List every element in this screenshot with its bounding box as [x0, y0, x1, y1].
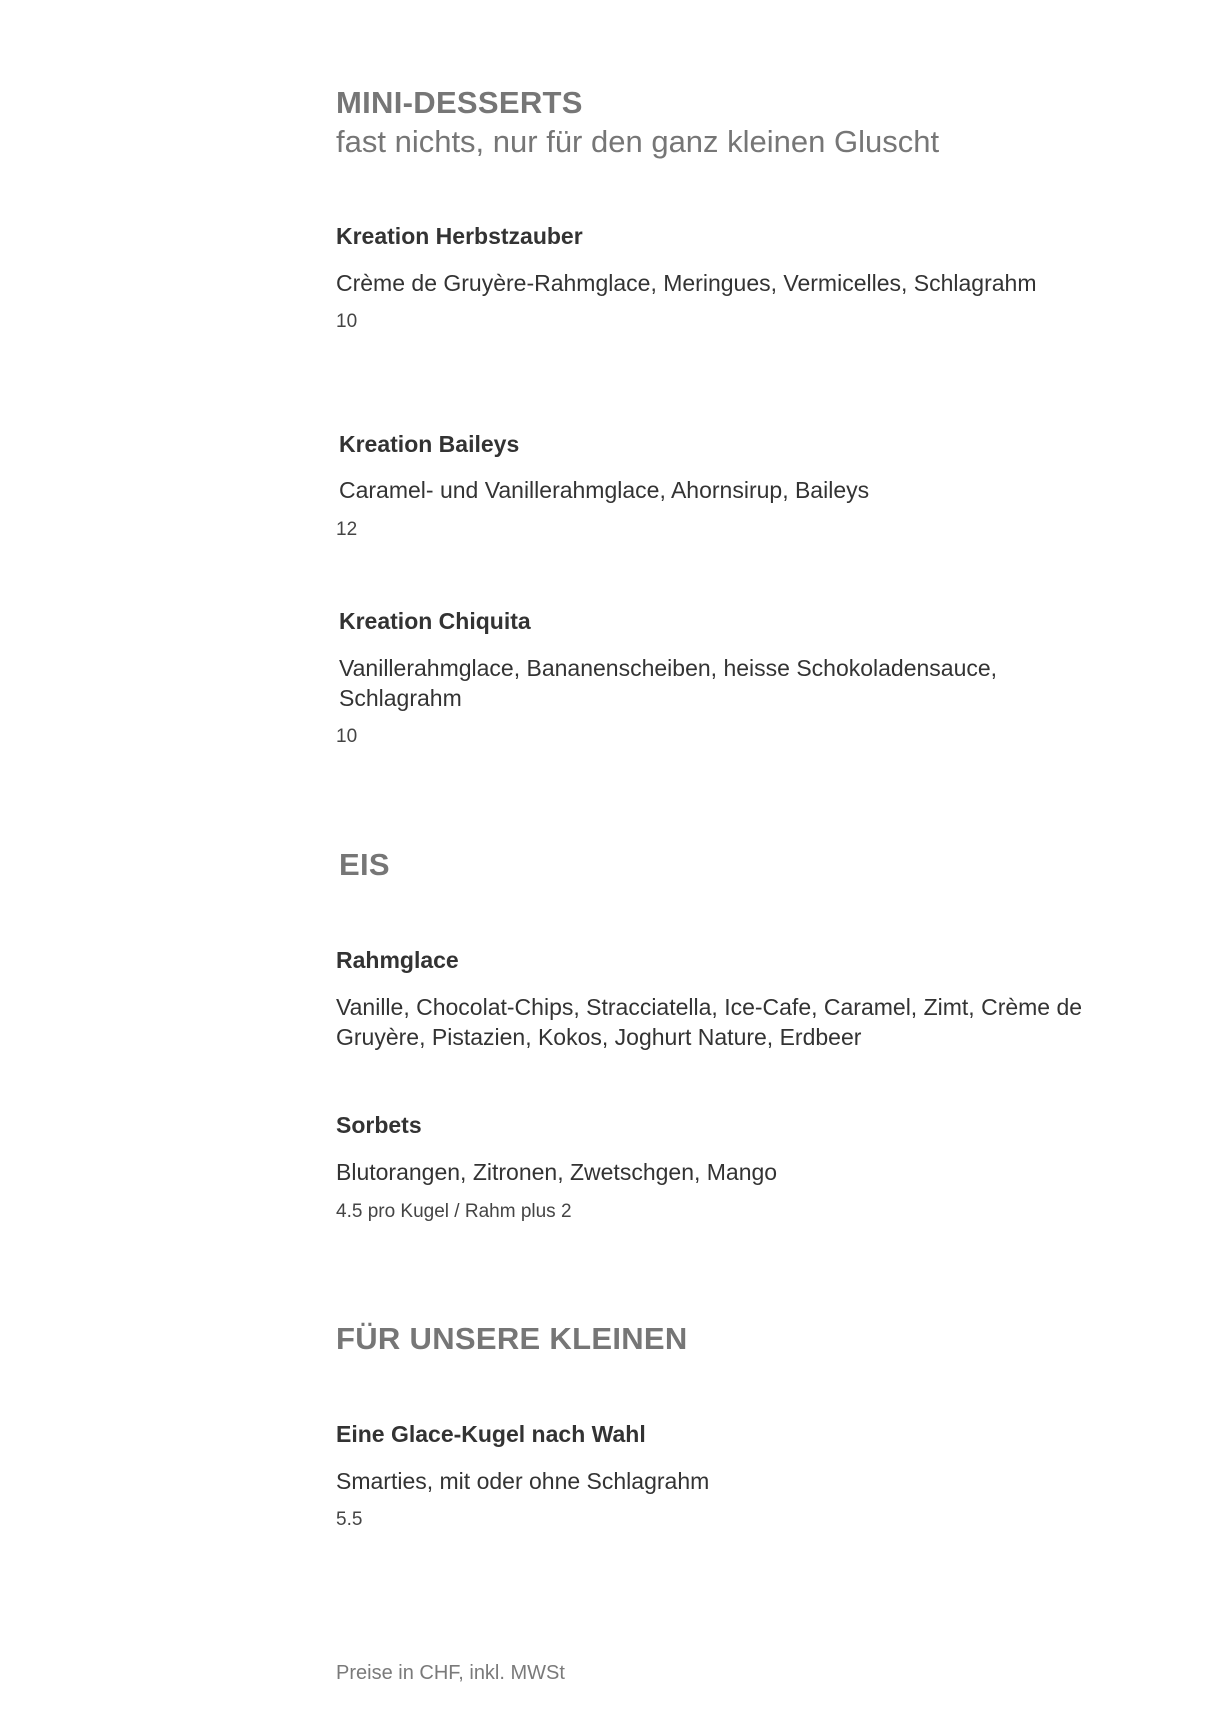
item-price: 12	[336, 519, 358, 540]
section-title: MINI-DESSERTS	[336, 85, 583, 120]
item-price: 4.5 pro Kugel / Rahm plus 2	[336, 1201, 572, 1222]
menu-item-baileys	[336, 429, 1099, 542]
section-eis-header	[339, 846, 390, 884]
item-price: 5.5	[336, 1509, 363, 1530]
item-price: 10	[336, 726, 358, 747]
section-title: FÜR UNSERE KLEINEN	[336, 1321, 688, 1356]
footer-text: Preise in CHF, inkl. MWSt	[336, 1662, 565, 1684]
section-title: EIS	[339, 847, 390, 882]
menu-item-glace-kugel	[336, 1419, 1096, 1532]
item-description: Smarties, mit oder ohne Schlagrahm	[336, 1468, 710, 1494]
item-description: Blutorangen, Zitronen, Zwetschgen, Mango	[336, 1159, 778, 1185]
item-description: Caramel- und Vanillerahmglace, Ahornsirup, Baileys	[339, 477, 870, 503]
menu-item-rahmglace	[336, 945, 1096, 1052]
menu-item-chiquita	[336, 606, 1099, 749]
item-description: Vanille, Chocolat-Chips, Stracciatella, Ice-Cafe, Caramel, Zimt, Crème de Gruyère, Pistazien, Kokos, Joghurt Nature, Erdbeer	[336, 994, 1083, 1050]
item-name: Kreation Chiquita	[339, 608, 531, 634]
price-note	[336, 1660, 565, 1686]
menu-item-sorbets	[336, 1110, 1096, 1224]
section-mini-desserts-header	[336, 84, 939, 162]
section-kids-header	[336, 1320, 688, 1358]
item-name: Rahmglace	[336, 947, 459, 973]
item-name: Kreation Baileys	[339, 431, 520, 457]
item-price: 10	[336, 311, 358, 332]
item-name: Eine Glace-Kugel nach Wahl	[336, 1421, 646, 1447]
section-subtitle: fast nichts, nur für den ganz kleinen Gluscht	[336, 124, 940, 159]
item-description: Vanillerahmglace, Bananenscheiben, heisse Schokoladensauce, Schlagrahm	[339, 655, 998, 711]
item-name: Kreation Herbstzauber	[336, 223, 583, 249]
item-description: Crème de Gruyère-Rahmglace, Meringues, Vermicelles, Schlagrahm	[336, 270, 1037, 296]
menu-item-herbstzauber	[336, 221, 1096, 334]
item-name: Sorbets	[336, 1112, 422, 1138]
